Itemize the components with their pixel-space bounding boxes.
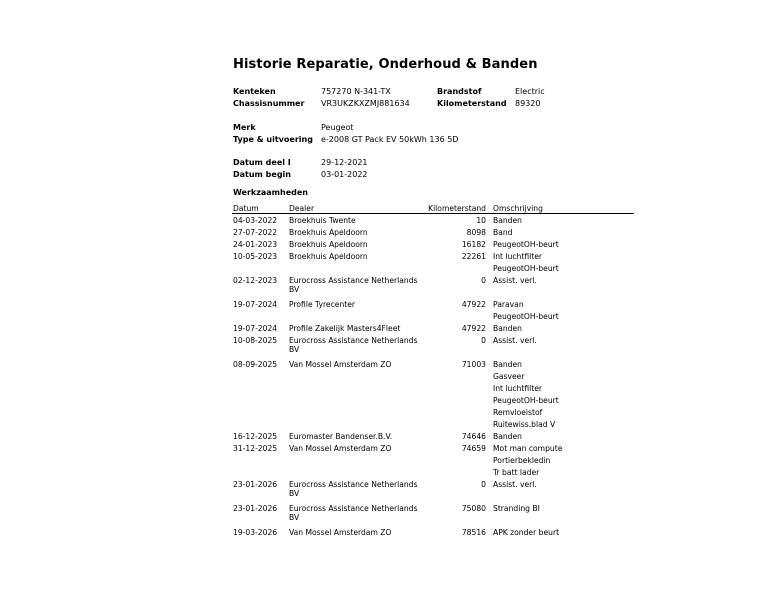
row-omschrijving: Banden: [493, 432, 522, 441]
merk-label: Merk: [233, 123, 256, 132]
row-kilometerstand: 0: [481, 480, 486, 489]
row-omschrijving: Tr batt lader: [493, 468, 540, 477]
row-omschrijving: Int luchtfilter: [493, 252, 542, 261]
row-kilometerstand: 16182: [461, 240, 486, 249]
werkzaamheden-heading: Werkzaamheden: [233, 188, 308, 197]
row-omschrijving: Paravan: [493, 300, 524, 309]
row-dealer: Profile Tyrecenter: [289, 300, 356, 309]
row-omschrijving: Assist. verl.: [493, 336, 537, 345]
row-omschrijving: Assist. verl.: [493, 276, 537, 285]
row-kilometerstand: 0: [481, 276, 486, 285]
row-omschrijving: Mot man compute: [493, 444, 563, 453]
column-header-datum: Datum: [233, 204, 259, 213]
row-omschrijving: Int luchtfilter: [493, 384, 542, 393]
row-omschrijving: Stranding BI: [493, 504, 540, 513]
datum-begin-value: 03-01-2022: [321, 170, 368, 179]
row-date: 04-03-2022: [233, 216, 278, 225]
row-omschrijving: Banden: [493, 324, 522, 333]
kenteken-value: 757270 N-341-TX: [321, 87, 391, 96]
row-kilometerstand: 22261: [461, 252, 486, 261]
row-dealer: Van Mossel Amsterdam ZO: [289, 528, 392, 537]
merk-value: Peugeot: [321, 123, 354, 132]
row-date: 24-01-2023: [233, 240, 278, 249]
kenteken-label: Kenteken: [233, 87, 276, 96]
row-dealer: Broekhuis Apeldoorn: [289, 240, 368, 249]
row-omschrijving: PeugeotOH-beurt: [493, 396, 559, 405]
row-omschrijving: PeugeotOH-beurt: [493, 312, 559, 321]
row-dealer: Eurocross Assistance Netherlands BV: [289, 480, 418, 498]
row-kilometerstand: 47922: [461, 324, 486, 333]
chassis-value: VR3UKZKXZMJ881634: [321, 99, 410, 108]
row-date: 08-09-2025: [233, 360, 278, 369]
row-kilometerstand: 75080: [461, 504, 486, 513]
row-kilometerstand: 10: [476, 216, 486, 225]
row-date: 16-12-2025: [233, 432, 278, 441]
row-omschrijving: Remvloeistof: [493, 408, 543, 417]
row-date: 19-07-2024: [233, 300, 278, 309]
row-date: 19-07-2024: [233, 324, 278, 333]
datum-deel1-label: Datum deel I: [233, 158, 291, 167]
page-title: Historie Reparatie, Onderhoud & Banden: [233, 57, 538, 72]
row-dealer: Eurocross Assistance Netherlands BV: [289, 276, 418, 294]
row-dealer: Eurocross Assistance Netherlands BV: [289, 504, 418, 522]
row-dealer: Profile Zakelijk Masters4Fleet: [289, 324, 401, 333]
row-kilometerstand: 74646: [461, 432, 486, 441]
row-dealer: Broekhuis Apeldoorn: [289, 252, 368, 261]
row-date: 23-01-2026: [233, 504, 278, 513]
chassis-label: Chassisnummer: [233, 99, 305, 108]
column-header-kilometerstand: Kilometerstand: [428, 204, 486, 213]
row-omschrijving: PeugeotOH-beurt: [493, 240, 559, 249]
row-kilometerstand: 78516: [461, 528, 486, 537]
row-kilometerstand: 47922: [461, 300, 486, 309]
row-dealer: Broekhuis Apeldoorn: [289, 228, 368, 237]
column-header-omschrijving: Omschrijving: [493, 204, 543, 213]
row-kilometerstand: 0: [481, 336, 486, 345]
type-value: e-2008 GT Pack EV 50kWh 136 5D: [321, 135, 459, 144]
row-dealer: Broekhuis Twente: [289, 216, 356, 225]
row-omschrijving: PeugeotOH-beurt: [493, 264, 559, 273]
row-kilometerstand: 8098: [466, 228, 486, 237]
row-omschrijving: Gasveer: [493, 372, 525, 381]
brandstof-label: Brandstof: [437, 87, 482, 96]
row-omschrijving: Band: [493, 228, 513, 237]
row-date: 02-12-2023: [233, 276, 278, 285]
kilometerstand-value: 89320: [515, 99, 541, 108]
row-date: 10-05-2023: [233, 252, 278, 261]
row-dealer: Eurocross Assistance Netherlands BV: [289, 336, 418, 354]
row-omschrijving: Ruitewiss.blad V: [493, 420, 556, 429]
row-omschrijving: Banden: [493, 216, 522, 225]
column-header-dealer: Dealer: [289, 204, 315, 213]
row-date: 19-03-2026: [233, 528, 278, 537]
datum-deel1-value: 29-12-2021: [321, 158, 368, 167]
brandstof-value: Electric: [515, 87, 545, 96]
row-date: 27-07-2022: [233, 228, 278, 237]
type-label: Type & uitvoering: [233, 135, 313, 144]
row-dealer: Van Mossel Amsterdam ZO: [289, 360, 392, 369]
kilometerstand-label: Kilometerstand: [437, 99, 507, 108]
row-date: 31-12-2025: [233, 444, 278, 453]
row-dealer: Van Mossel Amsterdam ZO: [289, 444, 392, 453]
row-dealer: Euromaster Bandenser.B.V.: [289, 432, 393, 441]
datum-begin-label: Datum begin: [233, 170, 291, 179]
row-kilometerstand: 71003: [461, 360, 486, 369]
row-omschrijving: Assist. verl.: [493, 480, 537, 489]
row-kilometerstand: 74659: [461, 444, 486, 453]
row-omschrijving: APK zonder beurt: [493, 528, 560, 537]
row-date: 23-01-2026: [233, 480, 278, 489]
row-omschrijving: Banden: [493, 360, 522, 369]
row-omschrijving: Portierbekledin: [493, 456, 551, 465]
row-date: 10-08-2025: [233, 336, 278, 345]
